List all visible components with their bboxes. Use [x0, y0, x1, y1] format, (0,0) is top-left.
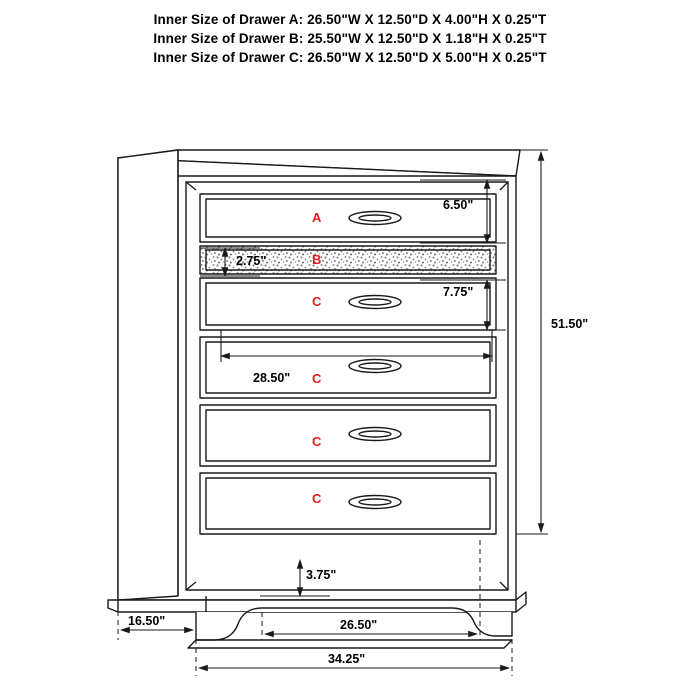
dim-top-depth: 26.50": [340, 618, 378, 632]
drawer-label-a: A: [312, 210, 322, 225]
drawer-label-c1: C: [312, 294, 322, 309]
dim-overall-height: 51.50": [551, 317, 589, 331]
dim-inner-width: 28.50": [253, 371, 291, 385]
dim-drawer-a-height: 6.50": [443, 198, 474, 212]
dim-overall-width: 34.25": [328, 652, 366, 666]
drawer-label-c2: C: [312, 371, 322, 386]
drawer-label-c3: C: [312, 434, 322, 449]
spec-line-c: Inner Size of Drawer C: 26.50"W X 12.50"D X 5.00"H X 0.25"T: [153, 50, 547, 65]
dim-side-depth: 16.50": [128, 614, 166, 628]
drawer-label-c4: C: [312, 491, 322, 506]
spec-line-a: Inner Size of Drawer A: 26.50"W X 12.50"D X 4.00"H X 0.25"T: [153, 12, 547, 27]
spec-line-b: Inner Size of Drawer B: 25.50"W X 12.50"D X 1.18"H X 0.25"T: [153, 31, 547, 46]
dim-drawer-b-height: 2.75": [236, 254, 267, 268]
dim-leg-height: 3.75": [306, 568, 337, 582]
dim-drawer-c-height: 7.75": [443, 285, 474, 299]
drawer-label-b: B: [312, 252, 322, 267]
